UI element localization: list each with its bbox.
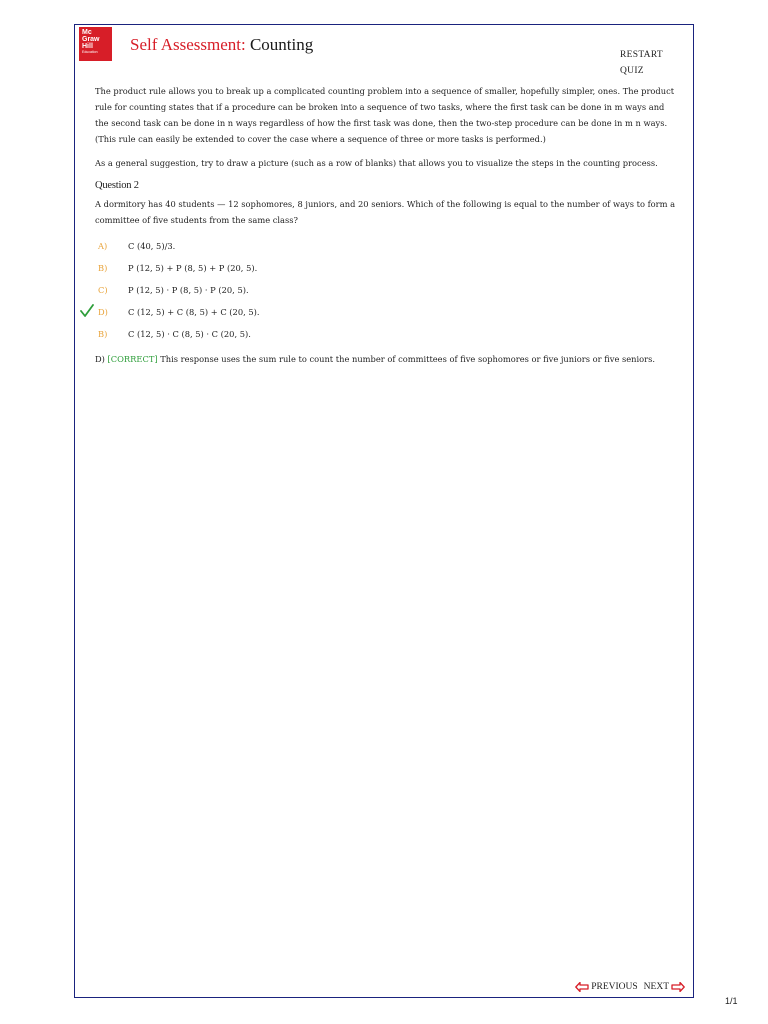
- main-content: [95, 83, 679, 367]
- option-c[interactable]: [95, 279, 679, 301]
- restart-quiz-button[interactable]: RESTART QUIZ: [620, 50, 663, 76]
- option-letter: A): [98, 241, 108, 251]
- option-expression: C (40, 5)/3.: [128, 241, 176, 251]
- option-expression: C (12, 5) · C (8, 5) · C (20, 5).: [128, 329, 251, 339]
- option-letter: B): [98, 263, 108, 273]
- option-b[interactable]: [95, 257, 679, 279]
- option-letter: D): [98, 307, 108, 317]
- answer-options: [95, 235, 679, 345]
- title-subject: Counting: [249, 35, 314, 54]
- intro-paragraph-1: The product rule allows you to break up a complicated counting problem into a sequence of smaller, hopefully simpler, ones. The product rule for counting states that if a procedure can be broken into a sequence of two tasks, where the first task can be done in m ways and the second task can be done in n ways regardless of how the first task was done, then the two-step procedure can be done in m n ways. (This rule can easily be extended to cover the case where a sequence of three or more tasks is performed.): [95, 86, 675, 144]
- mcgraw-hill-logo: Mc Graw Hill Education: [79, 27, 112, 61]
- page-title: [130, 35, 313, 55]
- option-expression: P (12, 5) + P (8, 5) + P (20, 5).: [128, 263, 258, 273]
- option-letter: B): [98, 329, 108, 339]
- option-expression: P (12, 5) · P (8, 5) · P (20, 5).: [128, 285, 249, 295]
- page-number: 1/1: [725, 996, 738, 1006]
- quiz-frame: [74, 24, 694, 998]
- option-d[interactable]: [95, 301, 679, 323]
- quiz-navigation: [575, 982, 685, 992]
- arrow-right-icon: [671, 982, 685, 992]
- feedback-letter: D): [95, 354, 105, 364]
- correct-badge: [CORRECT]: [107, 354, 158, 364]
- arrow-left-icon: [575, 982, 589, 992]
- answer-feedback: [95, 351, 679, 367]
- feedback-text: This response uses the sum rule to count the number of committees of five sophomores or five juniors or five seniors.: [160, 354, 656, 364]
- title-accent: Self Assessment:: [130, 35, 246, 54]
- next-button[interactable]: NEXT: [644, 982, 685, 992]
- question-text: A dormitory has 40 students — 12 sophomores, 8 juniors, and 20 seniors. Which of the following is equal to the number of ways to form a committee of five students from the same class?: [95, 199, 676, 225]
- checkmark-icon: [80, 304, 94, 318]
- option-e[interactable]: [95, 323, 679, 345]
- option-a[interactable]: [95, 235, 679, 257]
- question-title: Question 2: [95, 180, 139, 191]
- previous-button[interactable]: PREVIOUS: [575, 982, 637, 992]
- intro-paragraph-2: As a general suggestion, try to draw a picture (such as a row of blanks) that allows you to visualize the steps in the counting process.: [95, 158, 658, 168]
- option-letter: C): [98, 285, 108, 295]
- option-expression: C (12, 5) + C (8, 5) + C (20, 5).: [128, 307, 260, 317]
